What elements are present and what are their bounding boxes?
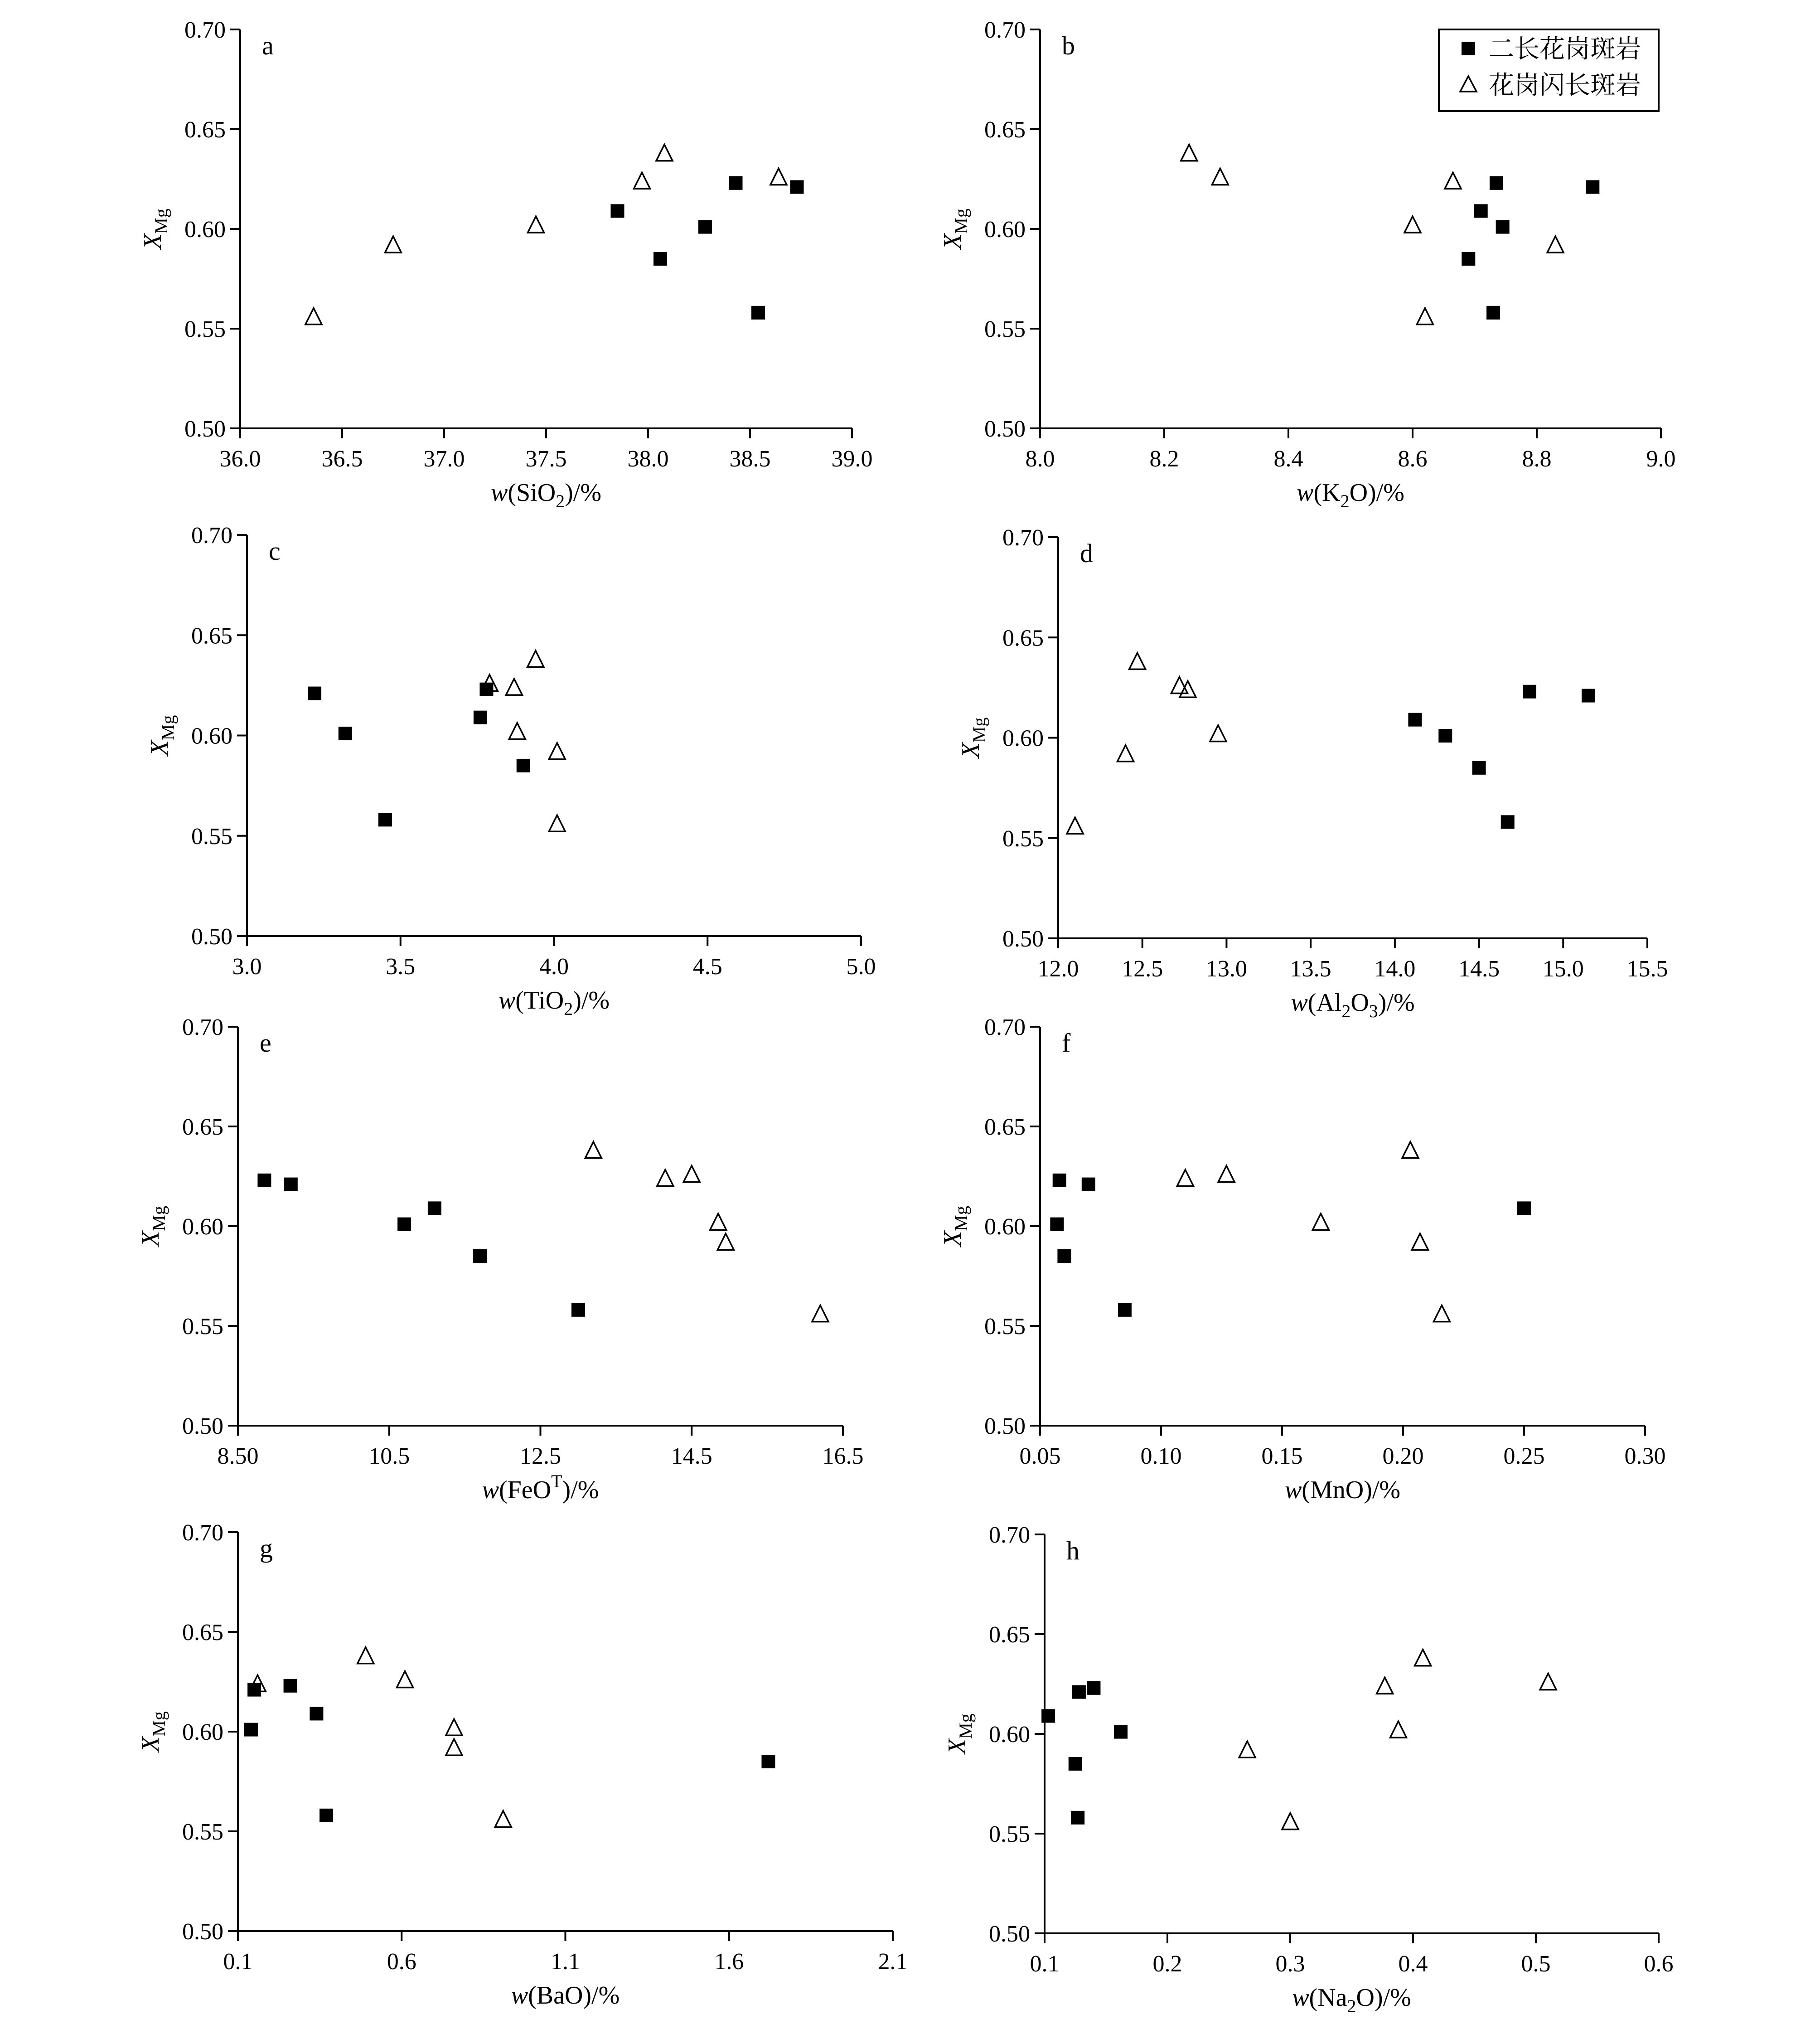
point-square (698, 220, 712, 234)
point-square (1069, 1757, 1082, 1771)
point-square (284, 1178, 298, 1191)
y-tick-label: 0.70 (1002, 525, 1044, 551)
point-square (1472, 761, 1486, 775)
point-square (284, 1679, 297, 1693)
point-square (428, 1201, 441, 1215)
x-tick-label: 8.8 (1522, 446, 1552, 472)
point-square (751, 306, 765, 320)
x-tick-label: 16.5 (822, 1443, 864, 1469)
x-tick-label: 9.0 (1646, 446, 1676, 472)
y-tick-label: 0.50 (182, 1413, 223, 1439)
x-tick-label: 0.25 (1503, 1443, 1545, 1469)
x-tick-label: 14.0 (1374, 956, 1416, 982)
y-tick-label: 0.70 (984, 17, 1026, 43)
x-axis-label: $w(K_2O)/\%$ (1297, 479, 1404, 511)
y-tick-label: 0.60 (984, 1214, 1026, 1240)
x-tick-label: 0.6 (387, 1949, 416, 1975)
point-square (1408, 713, 1422, 727)
y-tick-label: 0.65 (1002, 625, 1044, 651)
x-tick-label: 38.0 (627, 446, 669, 472)
y-tick-label: 0.55 (191, 823, 232, 849)
y-axis-label: $X_{Mg}$ (139, 209, 171, 249)
point-square (1474, 204, 1488, 218)
x-axis-label: w(FeO$^T$)/% (482, 1471, 599, 1504)
x-tick-label: 4.0 (539, 954, 569, 980)
y-tick-label: 0.65 (984, 117, 1026, 143)
point-square (611, 204, 624, 218)
y-tick-label: 0.55 (989, 1821, 1030, 1847)
y-tick-label: 0.55 (984, 316, 1026, 342)
panel-letter: d (1080, 539, 1093, 568)
x-tick-label: 38.5 (729, 446, 771, 472)
x-axis-label: $w(Na_2O)/\%$ (1292, 1984, 1411, 2016)
point-square (1517, 1201, 1531, 1215)
legend (1439, 29, 1659, 111)
y-tick-label: 0.60 (191, 723, 232, 749)
x-axis-label: $w(Al_2O_3)/\%$ (1291, 989, 1415, 1021)
x-tick-label: 14.5 (671, 1443, 712, 1469)
point-square (1486, 306, 1500, 320)
y-tick-label: 0.65 (984, 1114, 1026, 1140)
legend-label-monzogranite: 二长花岗斑岩 (1489, 35, 1641, 63)
point-square (517, 759, 530, 772)
y-tick-label: 0.50 (1002, 926, 1044, 952)
x-tick-label: 8.4 (1273, 446, 1303, 472)
x-tick-label: 8.6 (1398, 446, 1428, 472)
x-axis-label: w(SiO$_2$)/% (490, 479, 602, 511)
x-tick-label: 10.5 (368, 1443, 410, 1469)
x-tick-label: 12.5 (520, 1443, 561, 1469)
panel-letter: e (260, 1028, 271, 1058)
point-square (653, 252, 667, 266)
y-tick-label: 0.50 (191, 924, 232, 950)
y-tick-label: 0.60 (1002, 725, 1044, 752)
x-tick-label: 8.0 (1025, 446, 1055, 472)
point-square (1523, 685, 1536, 699)
x-tick-label: 36.0 (219, 446, 261, 472)
x-tick-label: 14.5 (1458, 956, 1500, 982)
x-tick-label: 2.1 (878, 1949, 908, 1975)
x-tick-label: 0.20 (1382, 1443, 1424, 1469)
point-square (1050, 1218, 1064, 1231)
x-tick-label: 3.0 (232, 954, 262, 980)
y-tick-label: 0.65 (182, 1620, 223, 1645)
point-square (1496, 220, 1510, 234)
point-square (319, 1809, 333, 1822)
y-tick-label: 0.55 (984, 1314, 1026, 1340)
x-tick-label: 13.5 (1290, 956, 1331, 982)
point-square (1582, 689, 1595, 703)
y-tick-label: 0.70 (182, 1014, 223, 1040)
panel-letter: b (1062, 31, 1075, 60)
x-tick-label: 1.6 (714, 1949, 744, 1975)
y-tick-label: 0.60 (182, 1719, 223, 1745)
y-tick-label: 0.60 (984, 217, 1026, 243)
x-tick-label: 39.0 (831, 446, 873, 472)
panel-letter: a (262, 31, 274, 60)
panel-letter: h (1066, 1536, 1079, 1565)
y-tick-label: 0.70 (182, 1520, 223, 1546)
y-tick-label: 0.55 (182, 1314, 223, 1340)
point-square (1462, 252, 1475, 266)
point-square (1114, 1725, 1128, 1739)
point-square (1586, 180, 1599, 194)
point-square (571, 1303, 585, 1317)
x-tick-label: 4.5 (692, 954, 722, 980)
y-tick-label: 0.65 (191, 623, 232, 649)
point-square (761, 1755, 775, 1768)
point-square (1087, 1681, 1100, 1695)
x-axis-label: w(BaO)/% (511, 1981, 620, 2009)
y-axis-label: $X_{Mg}$ (939, 209, 971, 249)
x-tick-label: 12.5 (1122, 956, 1163, 982)
y-tick-label: 0.60 (182, 1214, 223, 1240)
y-tick-label: 0.65 (182, 1114, 223, 1140)
point-square (1053, 1174, 1066, 1187)
x-tick-label: 8.50 (217, 1443, 259, 1469)
point-square (474, 711, 487, 724)
y-axis-label: $X_{Mg}$ (145, 715, 178, 756)
x-tick-label: 0.5 (1521, 1951, 1551, 1977)
point-square (1438, 729, 1452, 743)
y-axis-label: $X_{Mg}$ (136, 1711, 169, 1752)
x-tick-label: 15.5 (1626, 956, 1668, 982)
legend-square-icon (1462, 42, 1475, 55)
y-axis-label: $X_{Mg}$ (939, 1206, 971, 1247)
point-square (1041, 1709, 1055, 1723)
point-square (310, 1707, 323, 1720)
x-tick-label: 37.0 (423, 446, 465, 472)
point-square (244, 1723, 258, 1737)
point-square (473, 1249, 487, 1263)
point-square (1082, 1178, 1095, 1191)
y-tick-label: 0.55 (182, 1819, 223, 1845)
point-square (1501, 815, 1515, 829)
panel-letter: f (1062, 1028, 1071, 1058)
x-tick-label: 0.10 (1140, 1443, 1182, 1469)
x-axis-label: w(MnO)/% (1284, 1476, 1401, 1504)
x-tick-label: 0.05 (1019, 1443, 1061, 1469)
x-tick-label: 0.30 (1624, 1443, 1666, 1469)
point-square (397, 1218, 411, 1231)
x-tick-label: 0.15 (1261, 1443, 1303, 1469)
x-tick-label: 12.0 (1037, 956, 1079, 982)
y-tick-label: 0.70 (184, 17, 226, 43)
legend-label-granodiorite: 花岗闪长斑岩 (1489, 72, 1641, 100)
y-tick-label: 0.50 (989, 1921, 1030, 1947)
panel-letter: c (269, 536, 281, 566)
x-tick-label: 15.0 (1542, 956, 1584, 982)
x-tick-label: 13.0 (1205, 956, 1247, 982)
point-square (339, 727, 352, 740)
y-axis-label: $X_{Mg}$ (957, 717, 989, 758)
y-tick-label: 0.70 (984, 1014, 1026, 1040)
y-tick-label: 0.50 (182, 1919, 223, 1945)
point-square (378, 813, 392, 826)
x-tick-label: 36.5 (321, 446, 363, 472)
x-tick-label: 5.0 (846, 954, 876, 980)
x-tick-label: 3.5 (386, 954, 416, 980)
point-square (1118, 1303, 1132, 1317)
panel-letter: g (260, 1534, 273, 1563)
y-tick-label: 0.65 (184, 117, 226, 143)
x-tick-label: 0.3 (1275, 1951, 1305, 1977)
x-tick-label: 1.1 (551, 1949, 580, 1975)
y-tick-label: 0.50 (984, 416, 1026, 442)
y-tick-label: 0.70 (191, 523, 232, 548)
point-square (1490, 176, 1503, 190)
y-tick-label: 0.55 (184, 316, 226, 342)
x-tick-label: 8.2 (1149, 446, 1179, 472)
y-tick-label: 0.55 (1002, 825, 1044, 852)
y-tick-label: 0.65 (989, 1622, 1030, 1648)
x-tick-label: 0.4 (1398, 1951, 1428, 1977)
x-tick-label: 0.1 (1030, 1951, 1060, 1977)
x-tick-label: 0.6 (1644, 1951, 1674, 1977)
point-square (308, 687, 321, 700)
y-tick-label: 0.50 (984, 1413, 1026, 1439)
point-square (1071, 1811, 1084, 1825)
y-tick-label: 0.60 (989, 1722, 1030, 1747)
y-tick-label: 0.70 (989, 1522, 1030, 1548)
y-axis-label: $X_{Mg}$ (943, 1713, 976, 1754)
x-tick-label: 0.2 (1152, 1951, 1182, 1977)
x-tick-label: 37.5 (525, 446, 567, 472)
point-square (729, 176, 743, 190)
point-square (1072, 1685, 1086, 1699)
x-axis-label: w(TiO$_2$)/% (498, 986, 610, 1019)
point-square (257, 1174, 271, 1187)
y-axis-label: $X_{Mg}$ (136, 1206, 169, 1247)
point-square (790, 180, 804, 194)
point-square (1057, 1249, 1071, 1263)
y-tick-label: 0.50 (184, 416, 226, 442)
y-tick-label: 0.60 (184, 217, 226, 243)
x-tick-label: 0.1 (223, 1949, 253, 1975)
